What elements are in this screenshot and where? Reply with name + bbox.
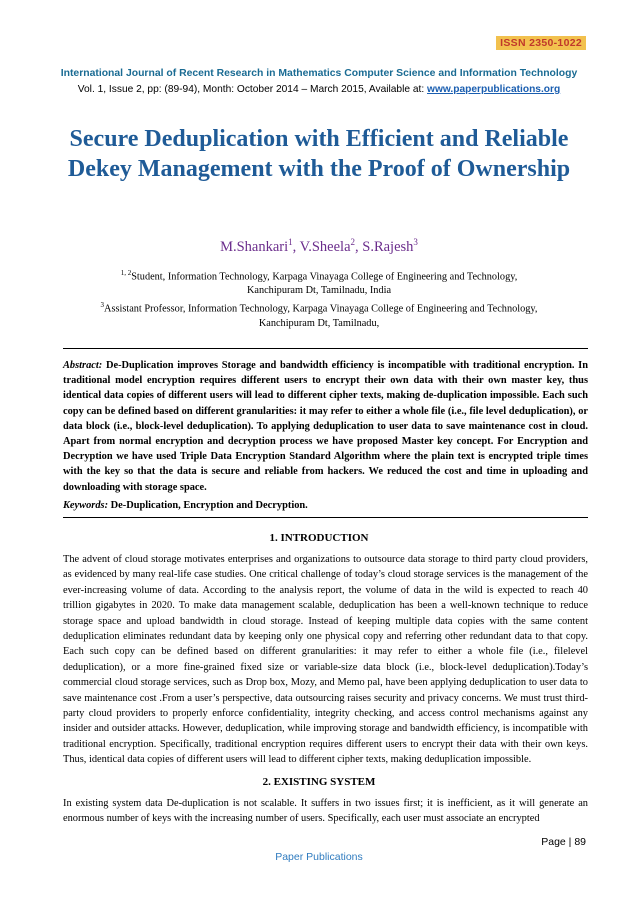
author-sup: 1 xyxy=(288,237,293,247)
affiliation-line: Student, Information Technology, Karpaga Vinayaga College of Engineering and Technology, xyxy=(131,271,518,283)
author-sup: 3 xyxy=(413,237,418,247)
journal-url-link[interactable]: www.paperpublications.org xyxy=(427,84,561,95)
affiliation-sup: 1, 2 xyxy=(120,269,132,277)
abstract-top-rule xyxy=(63,348,588,349)
keywords-label: Keywords: xyxy=(63,500,109,511)
publisher-footer: Paper Publications xyxy=(275,851,363,863)
affiliation-line: Kanchipuram Dt, Tamilnadu, xyxy=(258,317,380,329)
author-name: M.Shankari xyxy=(220,238,289,255)
paper-title: Secure Deduplication with Efficient and Reliable Dekey Management with the Proof of Ownership xyxy=(67,126,571,182)
author-name: S.Rajesh xyxy=(362,238,414,255)
author-list: M.Shankari$^1$, V.Sheela$^2$, S.Rajesh$^3$ xyxy=(220,237,418,255)
affiliation-line: Assistant Professor, Information Technology, Karpaga Vinayaga College of Engineering and Technology, xyxy=(104,303,538,315)
affiliation xyxy=(60,266,578,284)
section-heading-introduction: 1. INTRODUCTION xyxy=(269,532,369,544)
abstract xyxy=(63,358,588,495)
keywords-text: De-Duplication, Encryption and Decryption. xyxy=(108,500,308,511)
abstract-label: Abstract: xyxy=(63,360,103,371)
keywords xyxy=(63,500,588,511)
introduction-paragraph: The advent of cloud storage motivates enterprises and organizations to outsource data storage to third party cloud providers, as evidenced by many real-life case studies. One critical challenge of today’s cloud storage services is the management of the ever-increasing volume of data. According to the analysis report, the volume of data in the wild is expected to reach 40 trillion gigabytes in 2020. To make data management scalable, deduplication has been a well-known technique to reduce storage space and upload bandwidth in cloud storage. Instead of keeping multiple data copies with the same content deduplication eliminates redundant data by keeping only one physical copy and referring other redundant data to that copy. Each such copy can be defined based on different granularities: it may refer to either a whole file (i.e., filelevel deduplication), or a more fine-grained fixed size or variable-size data block (i.e., block-level deduplication).Today’s commercial cloud storage services, such as Drop box, Mozy, and Memo pal, have been applying deduplication to user data to save maintenance cost .From a user’s perspective, data outsourcing raises security and privacy concerns. We must trust third-party cloud providers to properly enforce confidentiality, integrity checking, and access control mechanisms against any insider and outsider attacks. However, deduplication, while improving storage and bandwidth efficiency, is incompatible with traditional encryption. Specifically, traditional encryption requires different users to encrypt their data with their own keys. Thus, identical data copies of different users will lead to different cipher texts, making deduplication impossible. xyxy=(63,554,588,766)
affiliation-sup: 3 xyxy=(100,301,105,310)
volume-line xyxy=(0,84,638,95)
abstract-bottom-rule xyxy=(63,517,588,518)
issn-badge: ISSN 2350-1022 xyxy=(496,36,586,50)
author-sup: 2 xyxy=(350,237,356,247)
affiliations xyxy=(60,266,578,331)
affiliation-line: Kanchipuram Dt, Tamilnadu, India xyxy=(246,285,392,297)
abstract-text: De-Duplication improves Storage and bandwidth efficiency is incompatible with traditional encryption. In traditional model encryption requires different users to encrypt their own data with their own master key, thus identical data copies of different users will lead to different cipher texts, making de-duplication impossible. Each such copy can be defined based on different granularities: it may refer to either a whole file (i.e., file level deduplication), or data block (i.e., block-level deduplication). To applying deduplication to user data to save maintenance cost in cloud. Apart from normal encryption and decryption process we have proposed Master key concept. For Encryption and Decryption we have used Triple Data Encryption Standard Algorithm where the plain text is encrypted triple times with the key so that the data is secure and reliable from hackers. We reduced the cost and time in uploading and downloading with storage space. xyxy=(63,360,588,493)
journal-name: International Journal of Recent Research in Mathematics Computer Science and Information Technology xyxy=(60,68,578,79)
affiliation xyxy=(60,298,578,316)
section-heading-existing-system: 2. EXISTING SYSTEM xyxy=(262,776,376,788)
existing-system-paragraph: In existing system data De-duplication is not scalable. It suffers in two issues first; it is inefficient, as it will generate an enormous number of keys with the increasing number of users. Specifically, each user must associate an encrypted xyxy=(63,798,588,825)
volume-text: Vol. 1, Issue 2, pp: (89-94), Month: October 2014 – March 2015, Available at: xyxy=(77,84,428,95)
page-number: Page | 89 xyxy=(541,836,586,848)
author-name: V.Sheela xyxy=(299,238,351,255)
